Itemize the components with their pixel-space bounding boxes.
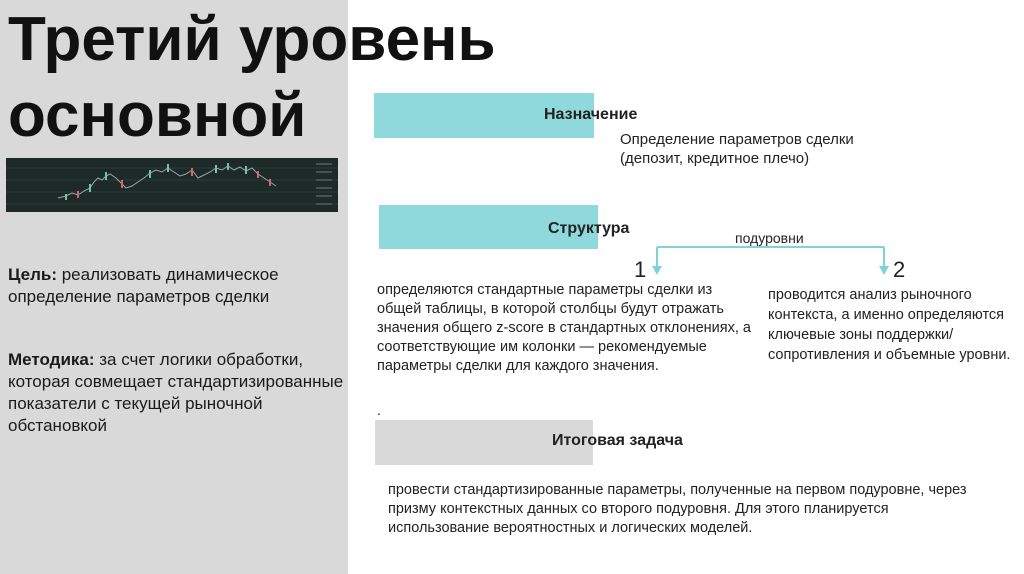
arrow-down-right-icon [879, 266, 889, 275]
goal-text: реализовать динамическое определение параметров сделки [8, 265, 279, 306]
sublevels-label: подуровни [735, 230, 804, 246]
sublevel-number-2: 2 [893, 257, 906, 282]
purpose-line-2: (депозит, кредитное плечо) [620, 150, 810, 167]
purpose-heading: Назначение [544, 106, 638, 123]
stray-dot: . [377, 402, 381, 418]
arrow-down-left-icon [652, 266, 662, 275]
title-line-2: основной [8, 81, 307, 150]
sublevel-number-1: 1 [634, 257, 647, 282]
final-task-heading: Итоговая задача [552, 432, 683, 449]
structure-heading: Структура [548, 220, 630, 237]
final-task-text: провести стандартизированные параметры, полученные на первом подуровне, через призму контекстных данных со второго подуровня. Для этого планируется использование вероятностных и логических моделей. [388, 482, 967, 536]
method-text: за счет логики обработки, которая совмещает стандартизированные показатели с текущей рыночной обстановкой [8, 350, 344, 435]
sublevel-2-text: проводится анализ рыночного контекста, а именно определяются ключевые зоны поддержки/сопротивления и объемные уровни. [768, 287, 1011, 363]
purpose-line-1: Определение параметров сделки [620, 131, 854, 148]
sublevel-1-text: определяются стандартные параметры сделки из общей таблицы, в которой столбцы будут отражать значения общего z-score в стандартных отклонениях, а соответствующие им колонки — рекомендуемые параметры сделки для каждого значения. [377, 282, 751, 374]
method-label: Методика: [8, 350, 95, 369]
title-line-1: Третий уровень [8, 5, 496, 74]
goal-label: Цель: [8, 265, 57, 284]
